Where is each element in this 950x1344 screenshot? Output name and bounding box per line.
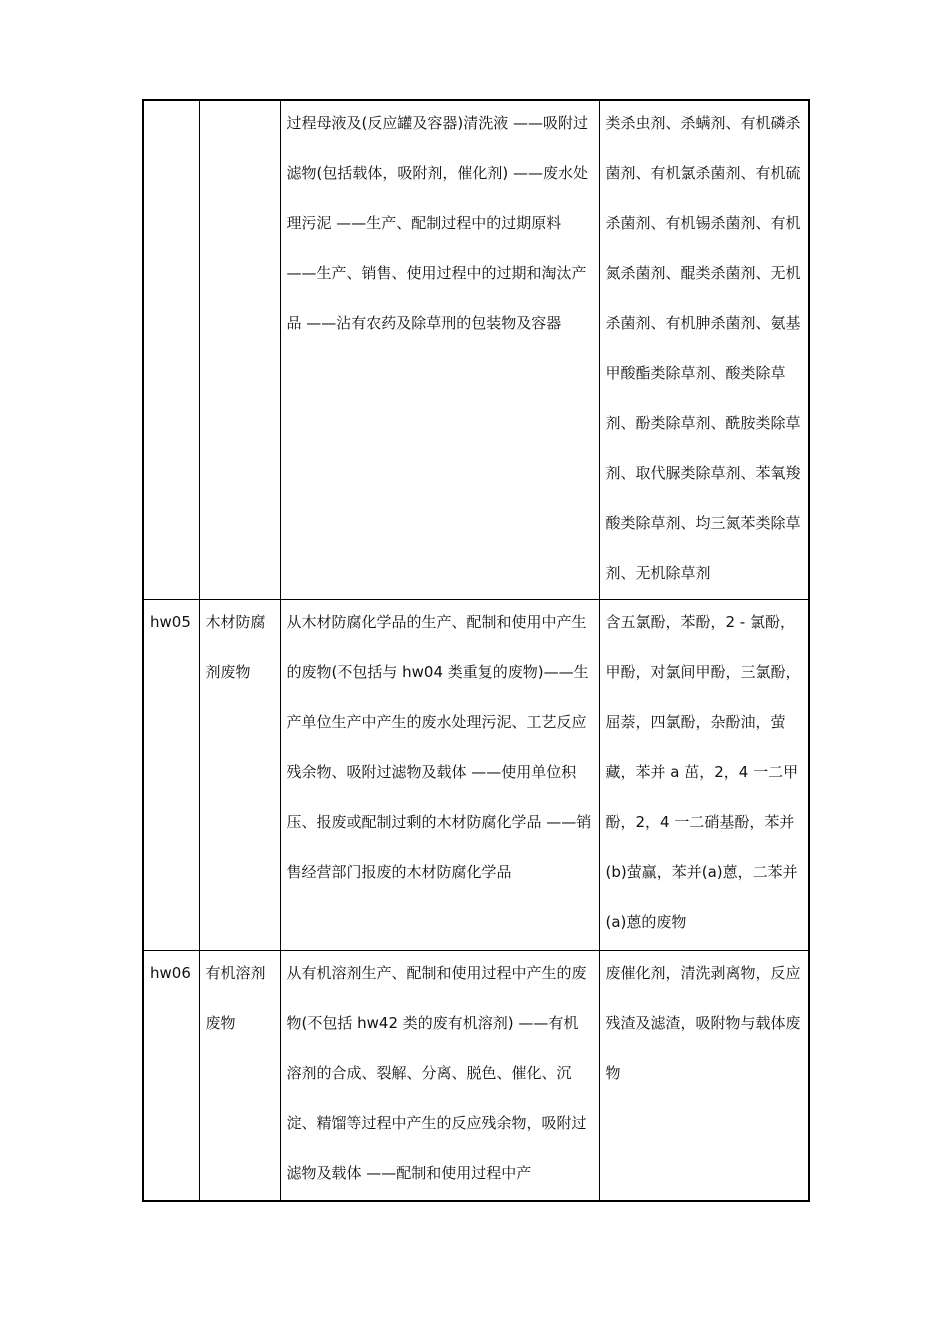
components-cell [599,600,809,951]
waste-components: 废催化剂，清洗剥离物，反应残渣及滤渣，吸附物与载体废物 [605,964,801,1082]
table-row [143,600,809,951]
hazardous-waste-table [142,99,810,1202]
source-cell [280,951,599,1202]
code-cell [143,100,199,600]
code-cell [143,951,199,1202]
code-cell [143,600,199,951]
waste-source: 过程母液及(反应罐及容器)清洗液 ——吸附过滤物(包括载体，吸附剂，催化剂) ——废水处理污泥 ——生产、配制过程中的过期原料 ——生产、销售、使用过程中的过期和淘汰产品 ——沾有农药及除草刑的包装物及容器 [286,114,588,332]
source-cell [280,600,599,951]
components-cell [599,100,809,600]
category-cell [199,600,280,951]
table-row [143,951,809,1202]
components-cell [599,951,809,1202]
table-row [143,100,809,600]
waste-source: 从有机溶剂生产、配制和使用过程中产生的废物(不包括 hw42 类的废有机溶剂) ——有机溶剂的合成、裂解、分离、脱色、催化、沉淀、精馏等过程中产生的反应残余物，吸附过滤物及载体 ——配制和使用过程中产 [286,964,587,1182]
source-cell [280,100,599,600]
category-cell [199,100,280,600]
waste-code: hw06 [150,964,191,982]
waste-code: hw05 [150,613,191,631]
waste-components: 类杀虫剂、杀螨剂、有机磷杀菌剂、有机氯杀菌剂、有机硫杀菌剂、有机锡杀菌剂、有机氮杀菌剂、醌类杀菌剂、无机杀菌剂、有机胂杀菌剂、氨基甲酸酯类除草剂、酸类除草剂、酚类除草剂、酰胺类除草剂、取代脲类除草剂、苯氧羧酸类除草剂、均三氮苯类除草剂、无机除草剂 [605,114,801,582]
category-cell [199,951,280,1202]
waste-components: 含五氯酚，苯酚，2 - 氯酚，甲酚，对氯间甲酚，三氯酚，屈萘，四氯酚，杂酚油，萤藏，苯并 a 茁，2，4 一二甲酚，2，4 一二硝基酚，苯并(b)萤赢，苯并(a)蒽，二苯并(a)蒽的废物 [605,613,801,931]
waste-category: 木材防腐剂废物 [205,613,266,681]
waste-category [200,91,280,98]
waste-source: 从木材防腐化学品的生产、配制和使用中产生的废物(不包括与 hw04 类重复的废物)——生产单位生产中产生的废水处理污泥、工艺反应残余物、吸附过滤物及载体 ——使用单位积压、报废或配制过剩的木材防腐化学品 ——销售经营部门报废的木材防腐化学品 [286,613,592,881]
waste-code [144,91,199,98]
waste-category: 有机溶剂废物 [205,964,266,1032]
